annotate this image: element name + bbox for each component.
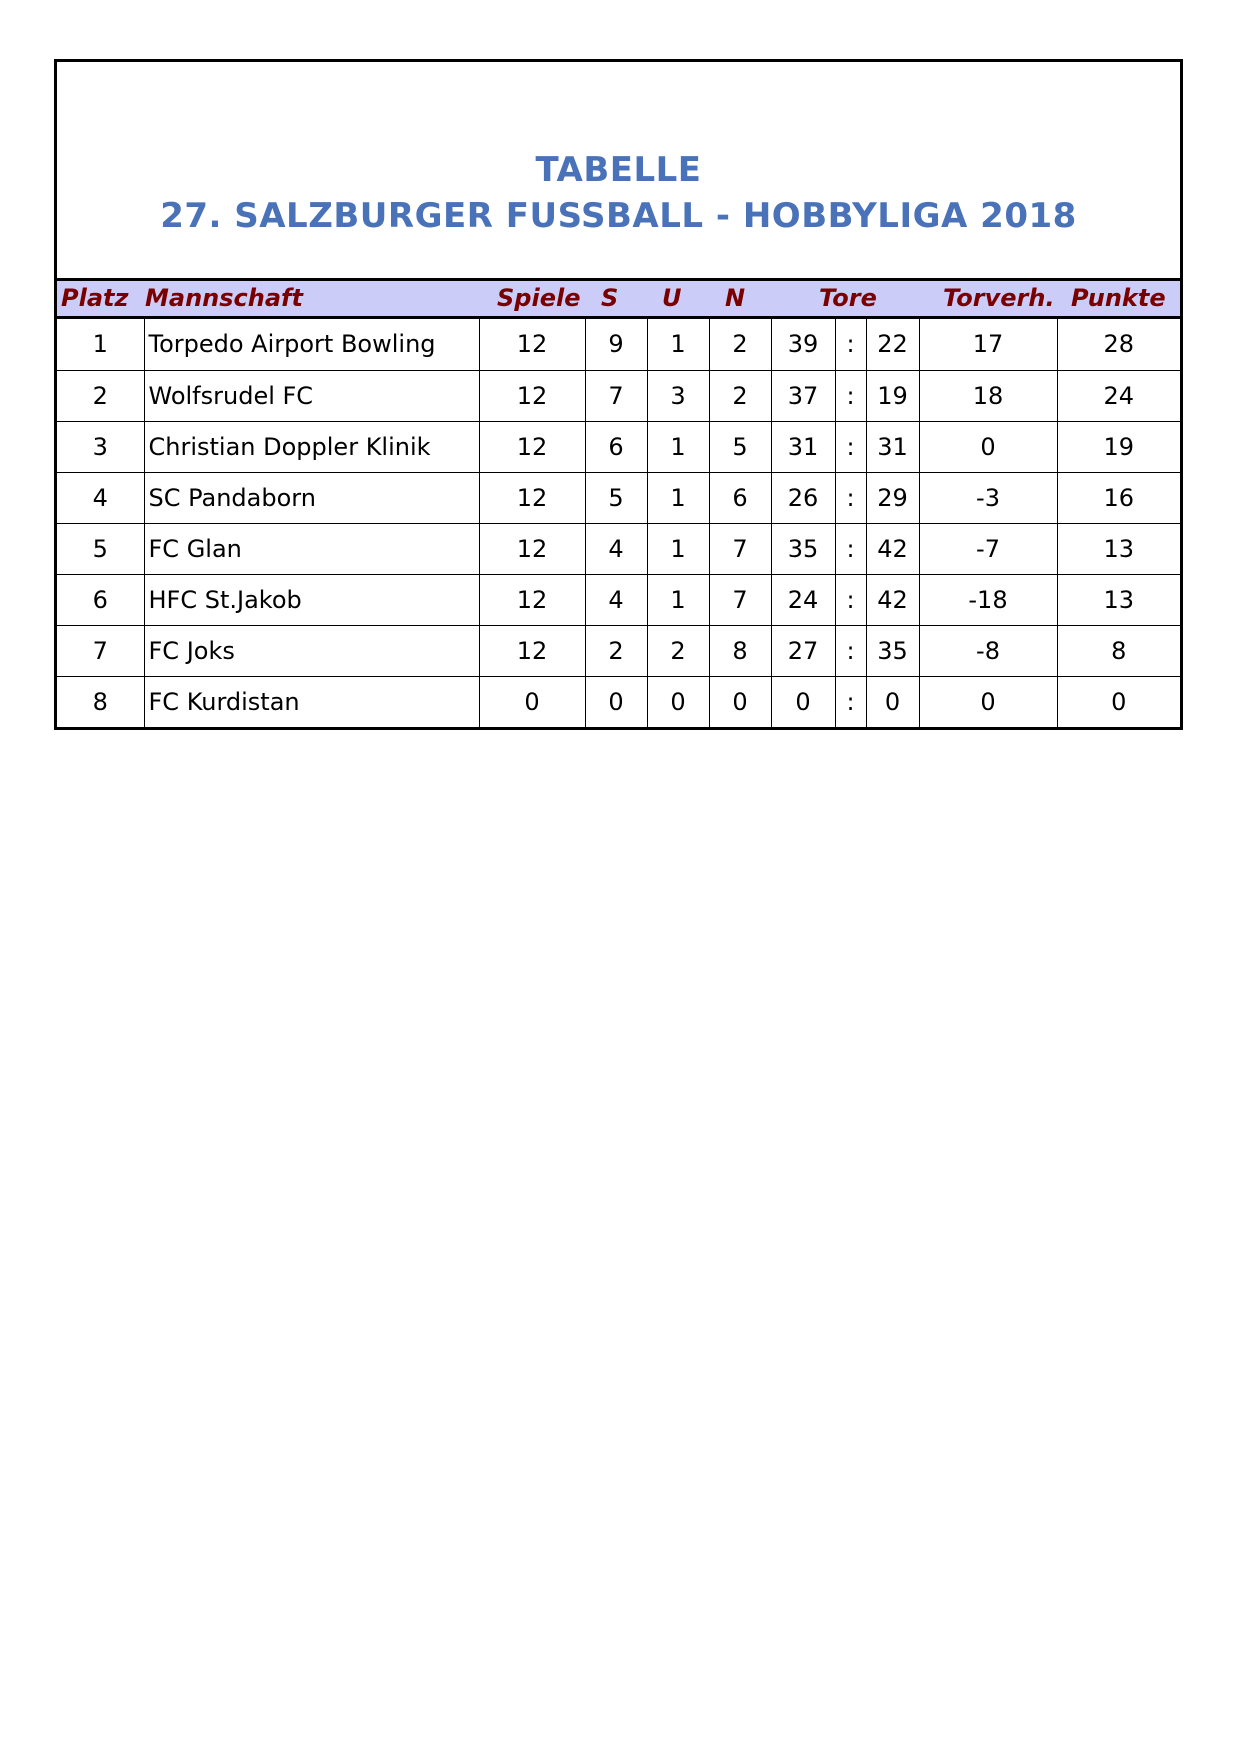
table-row <box>57 574 1180 625</box>
cell-u: 0 <box>647 676 709 727</box>
col-n: N <box>725 284 746 312</box>
cell-spiele: 12 <box>479 421 585 472</box>
cell-tore-for: 37 <box>771 370 835 421</box>
cell-sep: : <box>835 523 866 574</box>
cell-diff: 0 <box>919 676 1057 727</box>
cell-sep: : <box>835 676 866 727</box>
cell-n: 0 <box>709 676 771 727</box>
cell-diff: -8 <box>919 625 1057 676</box>
cell-s: 4 <box>585 523 647 574</box>
col-mannschaft: Mannschaft <box>145 284 303 312</box>
cell-sep: : <box>835 319 866 370</box>
standings-table <box>57 319 1180 727</box>
cell-punkte: 28 <box>1057 319 1180 370</box>
league-table-sheet <box>54 59 1183 730</box>
cell-diff: -7 <box>919 523 1057 574</box>
cell-tore-against: 42 <box>866 574 919 625</box>
col-spiele: Spiele <box>497 284 581 312</box>
cell-punkte: 24 <box>1057 370 1180 421</box>
cell-u: 1 <box>647 421 709 472</box>
col-u: U <box>662 284 682 312</box>
col-punkte: Punkte <box>1071 284 1166 312</box>
cell-sep: : <box>835 472 866 523</box>
cell-tore-for: 39 <box>771 319 835 370</box>
cell-spiele: 12 <box>479 625 585 676</box>
cell-tore-against: 31 <box>866 421 919 472</box>
cell-sep: : <box>835 370 866 421</box>
cell-platz: 6 <box>57 574 144 625</box>
cell-punkte: 19 <box>1057 421 1180 472</box>
cell-diff: -18 <box>919 574 1057 625</box>
cell-n: 6 <box>709 472 771 523</box>
cell-s: 2 <box>585 625 647 676</box>
cell-tore-for: 27 <box>771 625 835 676</box>
cell-n: 5 <box>709 421 771 472</box>
cell-team: Christian Doppler Klinik <box>144 421 479 472</box>
cell-diff: 17 <box>919 319 1057 370</box>
cell-diff: 18 <box>919 370 1057 421</box>
cell-punkte: 0 <box>1057 676 1180 727</box>
cell-sep: : <box>835 625 866 676</box>
col-platz: Platz <box>61 284 129 312</box>
table-row <box>57 625 1180 676</box>
cell-tore-against: 35 <box>866 625 919 676</box>
cell-punkte: 13 <box>1057 523 1180 574</box>
cell-tore-for: 35 <box>771 523 835 574</box>
cell-tore-for: 0 <box>771 676 835 727</box>
cell-n: 7 <box>709 523 771 574</box>
title-line-2: 27. SALZBURGER FUSSBALL - HOBBYLIGA 2018 <box>160 196 1077 236</box>
table-row <box>57 421 1180 472</box>
table-row <box>57 319 1180 370</box>
cell-spiele: 12 <box>479 523 585 574</box>
table-row <box>57 676 1180 727</box>
cell-u: 1 <box>647 574 709 625</box>
cell-n: 8 <box>709 625 771 676</box>
cell-u: 1 <box>647 472 709 523</box>
cell-platz: 8 <box>57 676 144 727</box>
cell-s: 4 <box>585 574 647 625</box>
cell-tore-against: 29 <box>866 472 919 523</box>
cell-punkte: 13 <box>1057 574 1180 625</box>
cell-tore-against: 19 <box>866 370 919 421</box>
cell-s: 7 <box>585 370 647 421</box>
cell-team: Wolfsrudel FC <box>144 370 479 421</box>
table-row <box>57 523 1180 574</box>
cell-spiele: 0 <box>479 676 585 727</box>
cell-platz: 3 <box>57 421 144 472</box>
col-tore: Tore <box>819 284 877 312</box>
cell-n: 2 <box>709 370 771 421</box>
cell-spiele: 12 <box>479 319 585 370</box>
cell-team: FC Glan <box>144 523 479 574</box>
cell-platz: 2 <box>57 370 144 421</box>
cell-platz: 5 <box>57 523 144 574</box>
cell-tore-against: 22 <box>866 319 919 370</box>
cell-punkte: 8 <box>1057 625 1180 676</box>
cell-team: HFC St.Jakob <box>144 574 479 625</box>
cell-team: FC Kurdistan <box>144 676 479 727</box>
column-header-row <box>57 281 1180 319</box>
cell-u: 3 <box>647 370 709 421</box>
cell-tore-against: 42 <box>866 523 919 574</box>
cell-n: 7 <box>709 574 771 625</box>
table-row <box>57 370 1180 421</box>
table-row <box>57 472 1180 523</box>
cell-diff: 0 <box>919 421 1057 472</box>
cell-spiele: 12 <box>479 472 585 523</box>
col-torverh: Torverh. <box>943 284 1055 312</box>
cell-tore-for: 26 <box>771 472 835 523</box>
cell-platz: 7 <box>57 625 144 676</box>
cell-punkte: 16 <box>1057 472 1180 523</box>
cell-team: FC Joks <box>144 625 479 676</box>
col-s: S <box>601 284 619 312</box>
cell-sep: : <box>835 574 866 625</box>
cell-diff: -3 <box>919 472 1057 523</box>
cell-sep: : <box>835 421 866 472</box>
cell-s: 0 <box>585 676 647 727</box>
cell-tore-for: 24 <box>771 574 835 625</box>
cell-u: 1 <box>647 319 709 370</box>
cell-platz: 4 <box>57 472 144 523</box>
cell-u: 1 <box>647 523 709 574</box>
cell-team: SC Pandaborn <box>144 472 479 523</box>
title-area <box>57 62 1180 281</box>
cell-platz: 1 <box>57 319 144 370</box>
cell-s: 6 <box>585 421 647 472</box>
cell-spiele: 12 <box>479 574 585 625</box>
cell-spiele: 12 <box>479 370 585 421</box>
cell-team: Torpedo Airport Bowling <box>144 319 479 370</box>
cell-n: 2 <box>709 319 771 370</box>
cell-tore-against: 0 <box>866 676 919 727</box>
cell-u: 2 <box>647 625 709 676</box>
cell-s: 5 <box>585 472 647 523</box>
title-line-1: TABELLE <box>535 150 702 190</box>
cell-s: 9 <box>585 319 647 370</box>
cell-tore-for: 31 <box>771 421 835 472</box>
